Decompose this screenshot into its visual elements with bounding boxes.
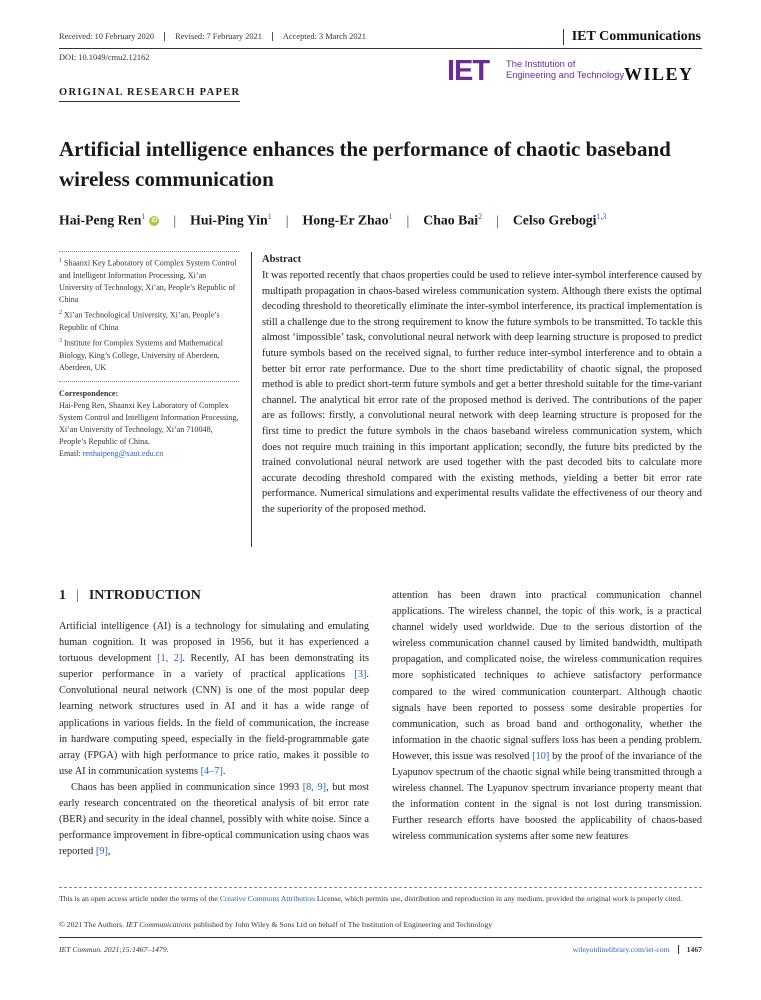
iet-logo-text: IET bbox=[447, 56, 490, 82]
correspondence-email-line: Email: renhaipeng@xaut.edu.cn bbox=[59, 449, 164, 458]
section-heading: 1 | INTRODUCTION bbox=[59, 588, 201, 603]
accepted-date: Accepted: 3 March 2021 bbox=[272, 32, 376, 41]
citation-link[interactable]: [9] bbox=[95, 846, 108, 858]
iet-institution-name bbox=[506, 59, 624, 80]
footnote-divider bbox=[59, 887, 702, 888]
affiliation-divider bbox=[59, 251, 239, 252]
received-date: Received: 10 February 2020 bbox=[59, 32, 155, 41]
author[interactable]: Hong-Er Zhao$^1$ bbox=[302, 212, 393, 228]
author[interactable]: Hui-Ping Yin$^1$ bbox=[190, 212, 272, 228]
email-link[interactable]: renhaipeng@xaut.edu.cn bbox=[82, 449, 164, 458]
author[interactable]: Chao Bai$^2$ bbox=[423, 212, 483, 228]
iet-logo-icon bbox=[447, 56, 502, 82]
section-number: 1 bbox=[59, 588, 66, 603]
author-separator: | bbox=[496, 212, 499, 228]
copyright-notice: © 2021 The Authors. IET Communications published by John Wiley & Sons Ltd on behalf of The Institution of Engineering and Technology bbox=[59, 920, 493, 929]
citation-link[interactable]: [10] bbox=[532, 750, 550, 762]
author-separator: | bbox=[406, 212, 410, 228]
abstract-heading: Abstract bbox=[262, 254, 302, 265]
paragraph: Artificial intelligence (AI) is a technology for simulating and emulating human cognition. It was proposed in 1956, but it has experienced a tortuous development [1, 2]. Recently, AI has been demonstrating its superior performance in a variety of practical applications [3]. Convolutional neural network (CNN) is one of the most popular deep learning network structures used in AI and it has a wide range of applications in various fields. In the field of communication, the increase in hardware computing speed, especially in the field-programmable gate array (FPGA) with high performance to price ratio, makes it possible to use AI in communication systems [4–7]. bbox=[59, 621, 369, 777]
journal-url-link[interactable]: wileyonlinelibrary.com/iet-com bbox=[572, 945, 670, 954]
paper-title: Artificial intelligence enhances the performance of chaotic baseband wireless communication bbox=[59, 137, 671, 191]
wiley-logo: WILEY bbox=[624, 64, 694, 84]
affiliation: $^3$ Institute for Complex Systems and Mathematical Biology, King’s College, University of Aberdeen, Aberdeen, UK bbox=[59, 338, 223, 372]
iet-line-1: The Institution of bbox=[506, 58, 576, 69]
correspondence-heading: Correspondence: bbox=[59, 389, 119, 398]
citation-link[interactable]: [8, 9] bbox=[302, 781, 327, 793]
body-column-right bbox=[392, 588, 702, 846]
footer-right bbox=[573, 945, 702, 954]
revised-date: Revised: 7 February 2021 bbox=[164, 32, 272, 41]
publication-dates bbox=[59, 32, 376, 41]
affiliation-divider bbox=[59, 381, 239, 382]
author-separator: | bbox=[173, 212, 177, 228]
paragraph: attention has been drawn into practical communication channel applications. The wireless channel, the topic of this work, is a practical channel widely used worldwide. Due to the serious distortion of the wireless communication channel caused by limited bandwidth, multipath propagation, and complicated noise, the wireless communication requires more sophisticated techniques to achieve satisfactory performance compared to the wired communication counterpart. Although chaotic signals have been reported to possess some desirable properties for communication, such as broad band and orthogonality, whether the information in the chaotic signal suffers loss has been a pending problem. However, this issue was resolved [10] by the proof of the invariance of the Lyapunov spectrum of the chaotic signal while being transmitted through a wireless channel. The Lyapunov spectrum invariance property meant that the information content in the signal is not lost during transmission. Further research efforts have boosted the applicability of chaos-based wireless communication systems after some new features bbox=[392, 590, 703, 843]
journal-name: IET Communications bbox=[563, 29, 701, 45]
orcid-icon[interactable]: iD bbox=[151, 218, 158, 225]
abstract-divider bbox=[251, 252, 252, 547]
citation-link[interactable]: [1, 2] bbox=[157, 653, 183, 665]
author-list bbox=[59, 212, 607, 229]
correspondence bbox=[59, 388, 239, 460]
body-column-left bbox=[59, 619, 369, 860]
author[interactable]: Celso Grebogi$^{1,3}$ bbox=[512, 212, 607, 228]
author[interactable]: Hai-Peng Ren$^1$iD bbox=[59, 212, 158, 228]
license-link[interactable]: Creative Commons Attribution bbox=[219, 894, 315, 903]
citation-link[interactable]: [3] bbox=[354, 669, 367, 681]
citation-link[interactable]: [4–7] bbox=[200, 765, 223, 777]
header-divider bbox=[59, 48, 702, 49]
affiliation: $^1$ Shaanxi Key Laboratory of Complex System Control and Intelligent Information Processing, Xi’an University of Technology, Xi’an, People’s Republic of China bbox=[59, 258, 237, 304]
correspondence-address: Hai-Peng Ren, Shaanxi Key Laboratory of Complex System Control and Intelligent Information Processing, Xi’an University of Technology, Xi’an 710048, People’s Republic of China. bbox=[59, 401, 239, 446]
paragraph: Chaos has been applied in communication since 1993 [8, 9], but most early research concentrated on the theoretical analysis of bit error rate (BER) and security in the ideal channel, possibly with white noise. Since a performance improvement in fibre-optical communication using chaos was reported [9], bbox=[59, 781, 369, 858]
paper-type: ORIGINAL RESEARCH PAPER bbox=[59, 87, 240, 102]
citation-line: IET Commun. 2021;15:1467–1479. bbox=[59, 945, 169, 954]
section-title: INTRODUCTION bbox=[88, 588, 201, 603]
abstract-text: It was reported recently that chaos properties could be used to relieve inter-symbol interference caused by multipath propagation in chaos-based wireless communication system. Although there exists the optimal decoding threshold to theoretically eliminate the inter-symbol interference, its practical implementation is still a challenge due to the strong requirement to know the future symbols to be transmitted. To tackle this almost ‘impossible’ task, convolutional neural network with deep learning structure is proposed to predict future symbols based on the received signal, to further reduce inter-symbol interference and to obtain a better bit error rate performance. Due to the short time predictability of chaotic signal, the proposed method is able to predict short-term future symbols and get a better threshold suitable for the time-variant channel. The analytical bit error rate of the proposed method is derived. The contributions of the paper are as follows: firstly, a convolutional neural network with deep learning structure is proposed for the first time to predict the future symbols in the chaos baseband wireless communication system, which does not require much training in this important application; secondly, the future bits predicted by the trained convolutional neural network are used together with the past decoded bits to calculate more accurate decoding threshold compared with the existing methods, yielding a better bit error rate performance. Numerical simulations and experimental results validate the effectiveness of our theory and the superiority of the proposed method. bbox=[262, 270, 702, 515]
doi[interactable]: DOI: 10.1049/cmu2.12162 bbox=[59, 53, 150, 62]
author-separator: | bbox=[285, 212, 289, 228]
page-number: 1467 bbox=[678, 945, 702, 954]
open-access-notice: This is an open access article under the terms of the Creative Commons Attribution License, which permits use, distribution and reproduction in any medium, provided the original work is properly cited. bbox=[59, 894, 682, 903]
footer-divider bbox=[59, 937, 702, 938]
affiliation: $^2$ Xi’an Technological University, Xi’an, People’s Republic of China bbox=[59, 310, 220, 332]
iet-line-2: Engineering and Technology bbox=[506, 68, 625, 80]
